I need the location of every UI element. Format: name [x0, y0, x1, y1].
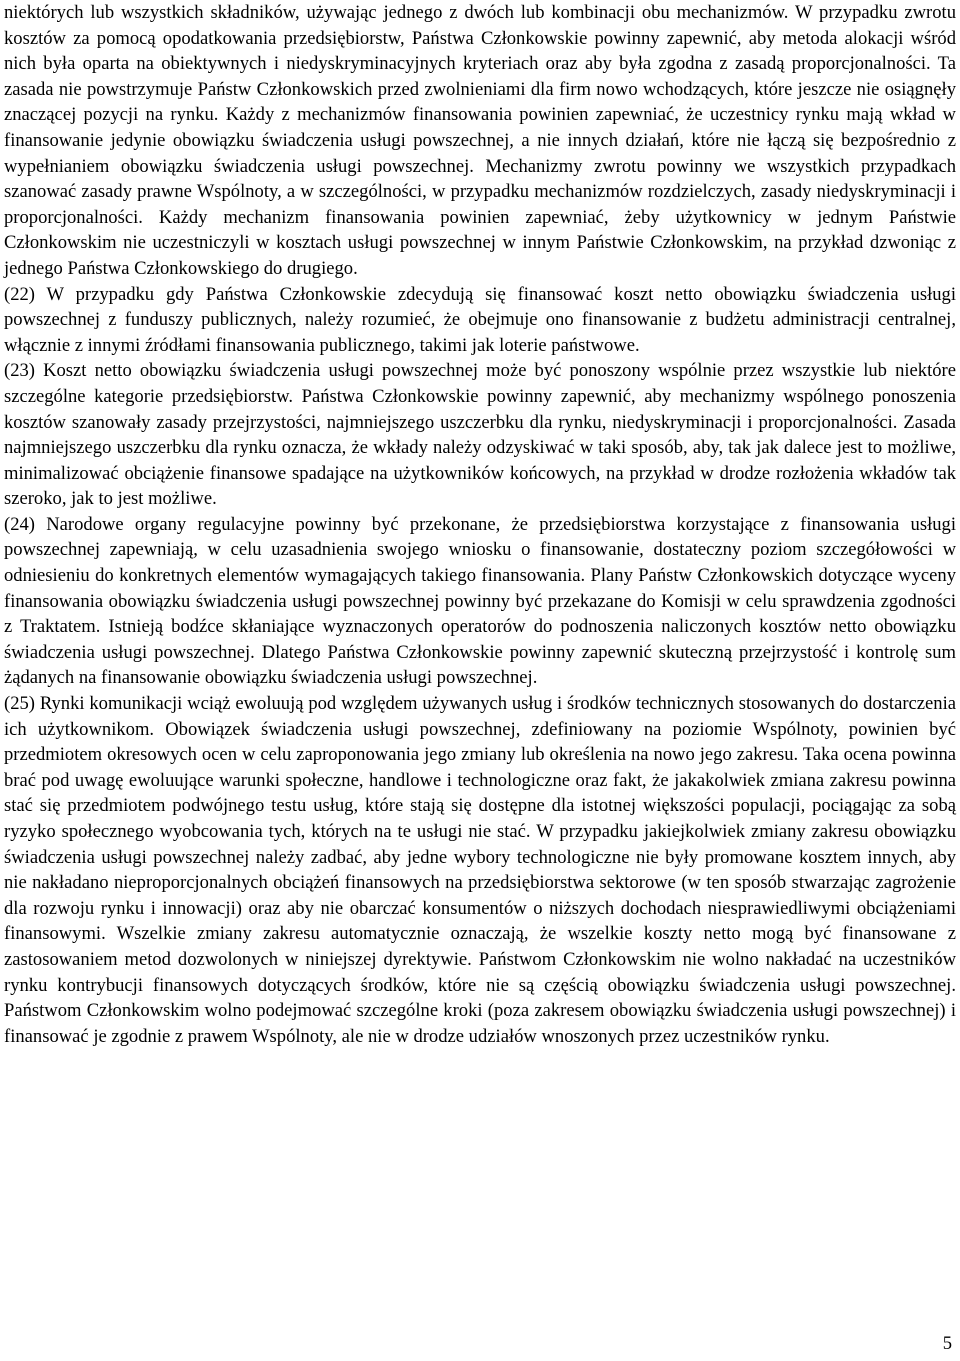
paragraph-22: (22) W przypadku gdy Państwa Członkowskie zdecydują się finansować koszt netto obowiązku świadczenia usługi powszechnej z funduszy publicznych, należy rozumieć, że obejmuje ono finansowanie z budżetu administracji centralnej, włącznie z innymi źródłami finansowania publicznego, takimi jak loterie państwowe.: [4, 283, 956, 356]
page-number: 5: [942, 1333, 952, 1354]
paragraph-continuation: niektórych lub wszystkich składników, używając jednego z dwóch lub kombinacji obu mechanizmów. W przypadku zwrotu kosztów za pomocą opodatkowania przedsiębiorstw, Państwa Członkowskie powinny zapewnić, aby metoda alokacji wśród nich była oparta na obiektywnych i niedyskryminacyjnych kryteriach oraz aby była zgodna z zasadą proporcjonalności. Ta zasada nie powstrzymuje Państw Członkowskich przed zwolnieniami dla firm nowo wchodzących, które jeszcze nie osiągnęły znaczącej pozycji na rynku. Każdy z mechanizmów finansowania powinien zapewniać, że uczestnicy rynku mają wkład w finansowanie jedynie obowiązku świadczenia usługi powszechnej, a nie innych działań, które nie łączą się bezpośrednio z wypełnianiem obowiązku świadczenia usługi powszechnej. Mechanizmy zwrotu powinny we wszystkich przypadkach szanować zasady prawne Wspólnoty, a w szczególności, w przypadku mechanizmów rozdzielczych, zasady niedyskryminacji i proporcjonalności. Każdy mechanizm finansowania powinien zapewniać, żeby użytkownicy w jednym Państwie Członkowskim nie uczestniczyli w kosztach usługi powszechnej w innym Państwie Członkowskim, na przykład dzwoniąc z jednego Państwa Członkowskiego do drugiego.: [4, 2, 956, 279]
paragraph-24: (24) Narodowe organy regulacyjne powinny być przekonane, że przedsiębiorstwa korzystające z finansowania usługi powszechnej zapewniają, w celu uzasadnienia swojego wniosku o finansowanie, dostateczny poziom szczegółowości w odniesieniu do konkretnych elementów wymagających takiego finansowania. Plany Państw Członkowskich dotyczące wyceny finansowania obowiązku świadczenia usługi powszechnej powinny być przekazane do Komisji w celu sprawdzenia zgodności z Traktatem. Istnieją bodźce skłaniające wyznaczonych operatorów do podnoszenia naliczonych kosztów netto obowiązku świadczenia usługi powszechnej. Dlatego Państwa Członkowskie powinny zapewnić skuteczną przejrzystość i kontrolę sum żądanych na finansowanie obowiązku świadczenia usługi powszechnej.: [4, 513, 956, 689]
document-page: [4, 0, 956, 1049]
paragraph-25: (25) Rynki komunikacji wciąż ewoluują pod względem używanych usług i środków technicznych stosowanych do dostarczenia ich użytkownikom. Obowiązek świadczenia usługi powszechnej, zdefiniowany na poziomie Wspólnoty, powinien być przedmiotem okresowych ocen w celu zaproponowania jego zmiany lub określenia na nowo jego zakresu. Taka ocena powinna brać pod uwagę ewoluujące warunki społeczne, handlowe i technologiczne oraz fakt, że jakakolwiek zmiana zakresu powinna stać się przedmiotem podwójnego testu usług, które stają się dostępne dla istotnej większości populacji, pociągając za sobą ryzyko społecznego wyobcowania tych, których na te usługi nie stać. W przypadku jakiejkolwiek zmiany zakresu obowiązku świadczenia usługi powszechnej należy zadbać, aby jedne wybory technologiczne nie były promowane kosztem innych, aby nie nakładano nieproporcjonalnych obciążeń finansowych na przedsiębiorstwa sektorowe (w ten sposób stwarzając zagrożenie dla rozwoju rynku i innowacji) oraz aby nie obarczać konsumentów o niższych dochodach niesprawiedliwymi obciążeniami finansowymi. Wszelkie zmiany zakresu automatycznie oznaczają, że wszelkie koszty netto mogą być finansowane z zastosowaniem metod dozwolonych w niniejszej dyrektywie. Państwom Członkowskim nie wolno nakładać na uczestników rynku kontrybucji finansowych dotyczących środków, które nie są częścią obowiązku świadczenia usługi powszechnej. Państwom Członkowskim wolno podejmować szczególne kroki (poza zakresem obowiązku świadczenia usługi powszechnej) i finansować je zgodnie z prawem Wspólnoty, ale nie w drodze udziałów wnoszonych przez uczestników rynku.: [4, 693, 956, 1047]
paragraph-23: (23) Koszt netto obowiązku świadczenia usługi powszechnej może być ponoszony wspólnie przez wszystkie lub niektóre szczególne kategorie przedsiębiorstw. Państwa Członkowskie powinny zapewnić, aby mechanizmy wspólnego ponoszenia kosztów szanowały zasady przejrzystości, najmniejszego uszczerbku dla rynku, niedyskryminacji i proporcjonalności. Zasada najmniejszego uszczerbku dla rynku oznacza, że wkłady należy odzyskiwać w taki sposób, aby, tak jak dalece jest to możliwe, minimalizować obciążenie finansowe spadające na użytkowników końcowych, na przykład w drodze rozłożenia wkładów tak szeroko, jak to jest możliwe.: [4, 360, 956, 510]
